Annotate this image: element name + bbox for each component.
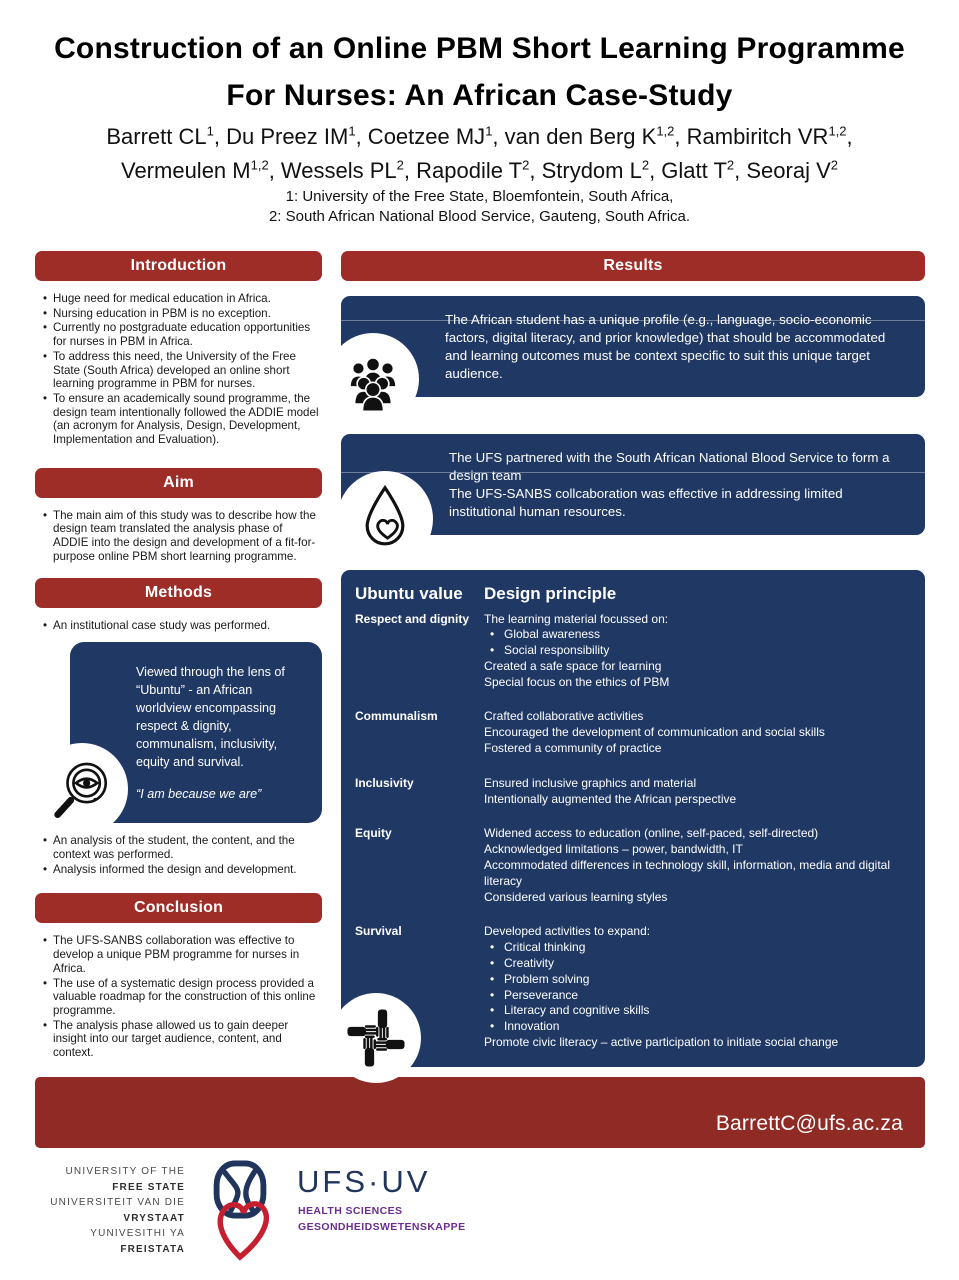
section-header-label: Conclusion	[133, 899, 224, 917]
contact-email[interactable]: BarrettC@ufs.ac.za	[715, 1112, 903, 1135]
introduction-bullets	[37, 292, 320, 447]
ubuntu-design-table	[341, 570, 925, 1067]
ubuntu-quote: “I am because we are”	[136, 786, 262, 801]
bullet-item: • The analysis phase allowed us to gain deeper insight into our target audience, content, and context.	[43, 1018, 289, 1060]
university-name-line: FREE STATE	[112, 1181, 185, 1193]
box-seam	[341, 320, 925, 321]
university-name-block	[45, 1164, 185, 1257]
results-box-sanbs-partnership	[341, 434, 925, 535]
methods-bullets-after	[37, 834, 320, 876]
ubuntu-value-cell: Survival	[355, 924, 402, 939]
people-icon-circle	[327, 333, 419, 425]
ubuntu-value-cell: Respect and dignity	[355, 611, 470, 626]
ubuntu-value-cell: Inclusivity	[355, 775, 414, 790]
teamwork-hands-icon	[345, 1007, 407, 1069]
ubuntu-box-text: Viewed through the lens of “Ubuntu” - an African worldview encompassing respect & dignity, communalism, inclusivity, equity and survival.	[136, 665, 285, 769]
ubuntu-callout-box	[70, 642, 322, 823]
table-row	[355, 776, 907, 808]
design-principle-cell: Developed activities to expand: • Critical thinking • Creativity • Problem solving • Perseverance • Literacy and cognitive skills • Innovation Promote civic literacy – active participation to initiate social change	[484, 924, 839, 1050]
people-group-icon	[340, 346, 406, 412]
teamwork-icon-circle	[331, 993, 421, 1083]
column-header-ubuntu-value: Ubuntu value	[355, 583, 463, 603]
bullet-item: • The main aim of this study was to describe how the design team translated the analysis phase of ADDIE into the design and development of a fit-for-purpose online PBM short learning programme.	[43, 508, 316, 563]
bullet-item: • Huge need for medical education in Africa.	[43, 292, 271, 305]
contact-footer-bar	[35, 1077, 925, 1148]
results-box-student-profile	[341, 296, 925, 397]
aim-bullets	[37, 509, 320, 564]
section-header-introduction	[35, 251, 322, 281]
design-principle-cell: Crafted collaborative activities Encouraged the development of communication and social skills Fostered a community of practice	[484, 709, 825, 756]
university-name-line: UNIVERSITY OF THE	[65, 1166, 185, 1177]
table-body	[355, 612, 907, 1051]
section-header-aim	[35, 468, 322, 498]
section-header-conclusion	[35, 893, 322, 923]
affiliation-1: 1: University of the Free State, Bloemfontein, South Africa,	[285, 187, 674, 205]
section-header-label: Aim	[163, 473, 194, 491]
section-header-label: Methods	[144, 583, 213, 601]
affiliation-2: 2: South African National Blood Service, Gauteng, South Africa.	[268, 208, 691, 226]
university-name-line: FREISTATA	[120, 1243, 185, 1255]
bullet-item: • Analysis informed the design and development.	[43, 862, 297, 876]
bullet-item: • An institutional case study was performed.	[43, 618, 271, 632]
sanbs-icon-circle	[337, 471, 433, 567]
university-name-line: VRYSTAAT	[123, 1212, 185, 1224]
ufs-uv-logo	[195, 1156, 285, 1268]
university-name-line: YUNIVESITHI YA	[90, 1228, 185, 1239]
table-header-row	[355, 584, 907, 604]
magnifier-eye-icon	[49, 756, 115, 822]
design-principle-cell: Widened access to education (online, self-paced, self-directed) Acknowledged limitations – power, bandwidth, IT Accommodated differences in technology skill, information, media and digital literacy Considered various learning styles	[484, 826, 890, 904]
left-column	[35, 251, 322, 1061]
bullet-item: • The UFS-SANBS collaboration was effective to develop a unique PBM programme for nurses in Africa.	[43, 934, 300, 975]
university-name-line: UNIVERSITEIT VAN DIE	[50, 1197, 185, 1208]
methods-bullets-before	[37, 619, 320, 633]
sanbs-blood-drop-icon	[353, 484, 417, 554]
table-row	[355, 709, 907, 756]
results-box2-line2: The UFS-SANBS collcaboration was effective in addressing limited institutional human resources.	[449, 485, 843, 519]
ubuntu-value-cell: Equity	[355, 826, 392, 841]
poster-title-line2: For Nurses: An African Case-Study	[226, 78, 733, 112]
bullet-item: • An analysis of the student, the content, and the context was performed.	[43, 834, 295, 862]
poster-title-line1: Construction of an Online PBM Short Learning Programme	[54, 32, 905, 65]
conclusion-bullets	[37, 934, 320, 1059]
box-seam	[341, 472, 925, 473]
health-sciences-line1: HEALTH SCIENCES	[298, 1205, 403, 1217]
table-row	[355, 826, 907, 905]
bullet-item: • Currently no postgraduate education opportunities for nurses in PBM in Africa.	[43, 321, 311, 349]
bullet-item: • To address this need, the University of the Free State (South Africa) developed an online short learning programme in PBM for nurses.	[43, 349, 296, 391]
table-row	[355, 924, 907, 1050]
ubuntu-icon-circle	[36, 743, 128, 835]
ubuntu-value-cell: Communalism	[355, 709, 438, 724]
table-row	[355, 612, 907, 691]
results-column	[341, 251, 925, 1067]
column-header-design-principle: Design principle	[484, 583, 617, 603]
results-box1-text: The African student has a unique profile (e.g., language, socio-economic factors, digital literacy, and prior knowledge) that should be accommodated and learning outcomes must be context specific to suit this unique target audience.	[445, 312, 886, 381]
bullet-item: • The use of a systematic design process provided a valuable roadmap for the construction of this online programme.	[43, 976, 316, 1017]
ufs-uv-wordmark: UFS·UV	[297, 1164, 431, 1199]
section-header-results	[341, 251, 925, 281]
bullet-item: • Nursing education in PBM is no exception.	[43, 306, 271, 320]
section-header-methods	[35, 578, 322, 608]
results-box2-line1: The UFS partnered with the South African National Blood Service to form a design team	[449, 449, 890, 483]
bullet-item: • To ensure an academically sound programme, the design team intentionally followed the ADDIE model (an acronym for Analysis, Design, Development, Implementation and Evaluation).	[43, 391, 319, 447]
authors-line2: Vermeulen M$^{1,2}$, Wessels $PL^2$, Rapodile $T^2$, Strydom $L^2$, Glatt $T^2$, Seoraj $V^2$	[120, 157, 838, 183]
design-principle-cell: Ensured inclusive graphics and material Intentionally augmented the African perspective	[484, 775, 737, 806]
section-header-label: Results	[603, 257, 663, 274]
logo-strip	[45, 1158, 645, 1268]
health-sciences-line2: GESONDHEIDSWETENSKAPPE	[298, 1220, 466, 1233]
section-header-label: Introduction	[130, 257, 227, 274]
health-sciences-label	[298, 1204, 466, 1236]
design-principle-cell: The learning material focussed on: • Global awareness • Social responsibility Created a safe space for learning Special focus on the ethics of PBM	[484, 611, 670, 689]
masthead	[0, 26, 959, 227]
authors-line1: Barrett $CL^1$, Du Preez $IM^1$, Coetzee $MJ^1$, van den Berg K$^{1,2}$, Rambiritch VR$^{1,2}$,	[106, 123, 853, 149]
